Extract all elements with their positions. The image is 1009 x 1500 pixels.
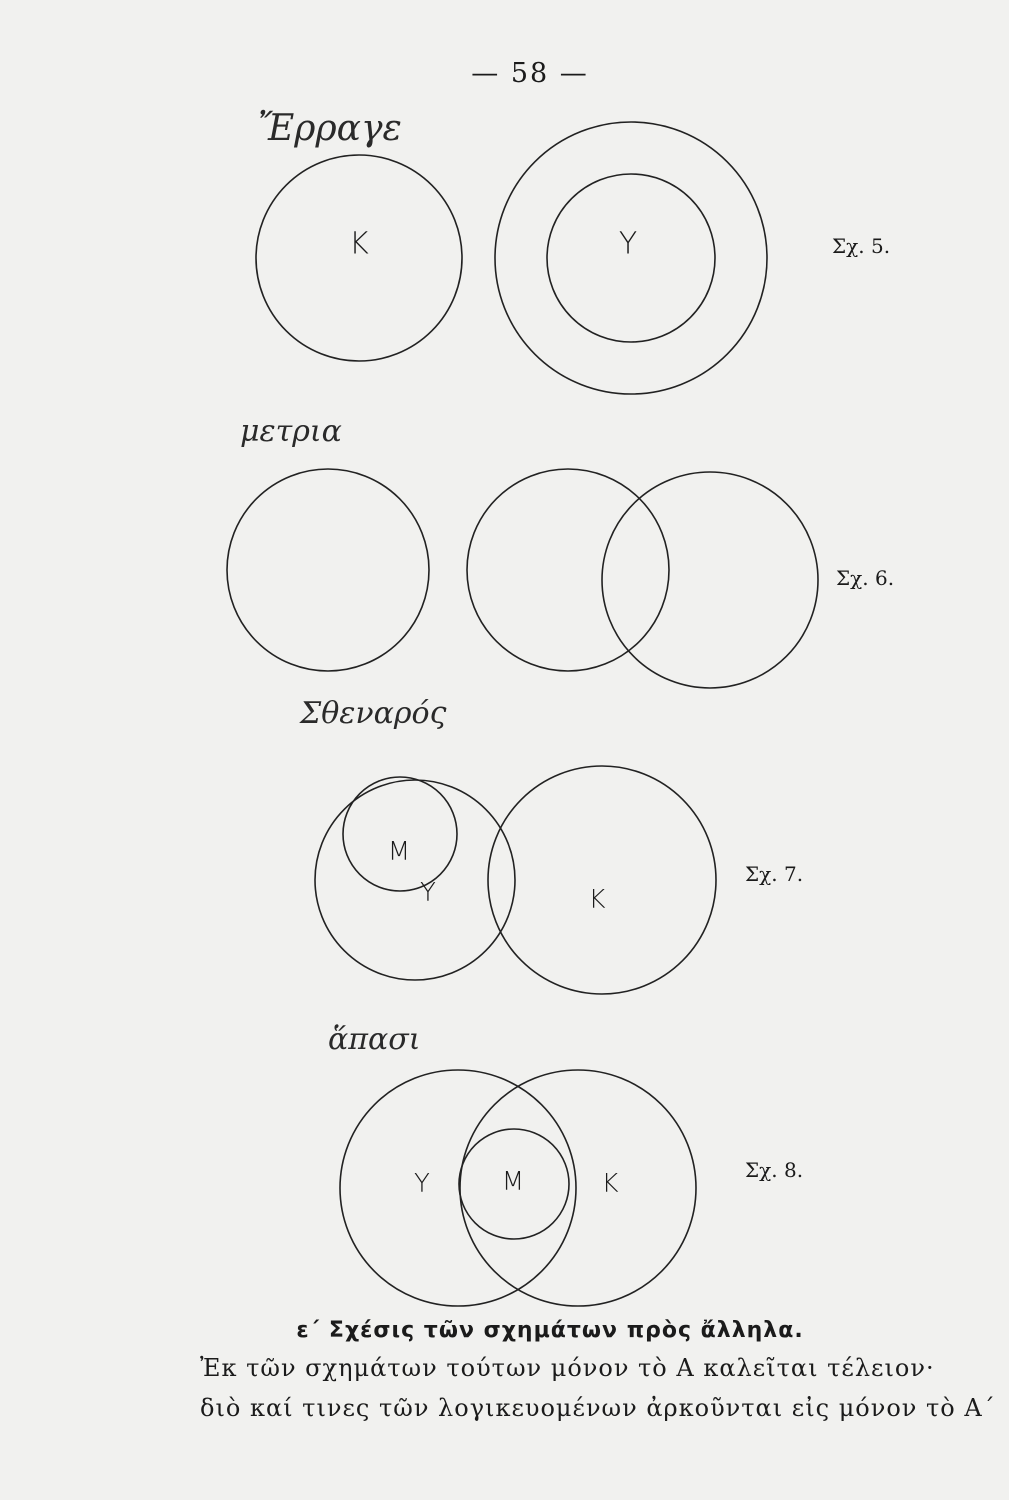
fig7-letter-k: Κ	[588, 885, 606, 915]
fig8-circle-y	[340, 1070, 576, 1306]
fig5-letter-k: Κ	[349, 226, 369, 262]
handwritten-annotation-fig7: Σθεναρός	[300, 696, 447, 731]
body-line-1: Ἐκ τῶν σχημάτων τούτων μόνον τὸ Α καλεῖται τέλειον·	[200, 1354, 935, 1382]
fig7-circle-m	[343, 777, 457, 891]
body-line-2: διὸ καί τινες τῶν λογικευομένων ἀρκοῦνται εἰς μόνον τὸ Α΄	[200, 1394, 996, 1422]
handwritten-annotation-fig5: Ἔρραγε	[258, 108, 402, 149]
handwritten-annotation-fig8: ἅπασι	[328, 1022, 421, 1057]
figure-label-5: Σχ. 5.	[832, 234, 891, 258]
fig8-letter-k: Κ	[601, 1169, 619, 1199]
fig6-circle-left	[227, 469, 429, 671]
fig7-circle-k	[488, 766, 716, 994]
fig8-letter-y: Υ	[414, 1169, 430, 1199]
handwritten-annotation-fig6: μετρια	[240, 414, 342, 449]
fig6-circle-right	[602, 472, 818, 688]
fig7-letter-y: Υ	[420, 878, 436, 908]
fig8-letter-m: Μ	[501, 1167, 525, 1197]
figure-label-8: Σχ. 8.	[745, 1158, 804, 1182]
fig7-circle-y	[315, 780, 515, 980]
fig7-letter-m: Μ	[387, 837, 411, 867]
figure-label-6: Σχ. 6.	[836, 566, 895, 590]
page-number: — 58 —	[471, 58, 589, 89]
figure-label-7: Σχ. 7.	[745, 862, 804, 886]
fig8-circle-k	[460, 1070, 696, 1306]
section-heading: ε΄ Σχέσις τῶν σχημάτων πρὸς ἄλληλα.	[296, 1318, 804, 1343]
fig5-letter-y: Υ	[618, 226, 638, 262]
